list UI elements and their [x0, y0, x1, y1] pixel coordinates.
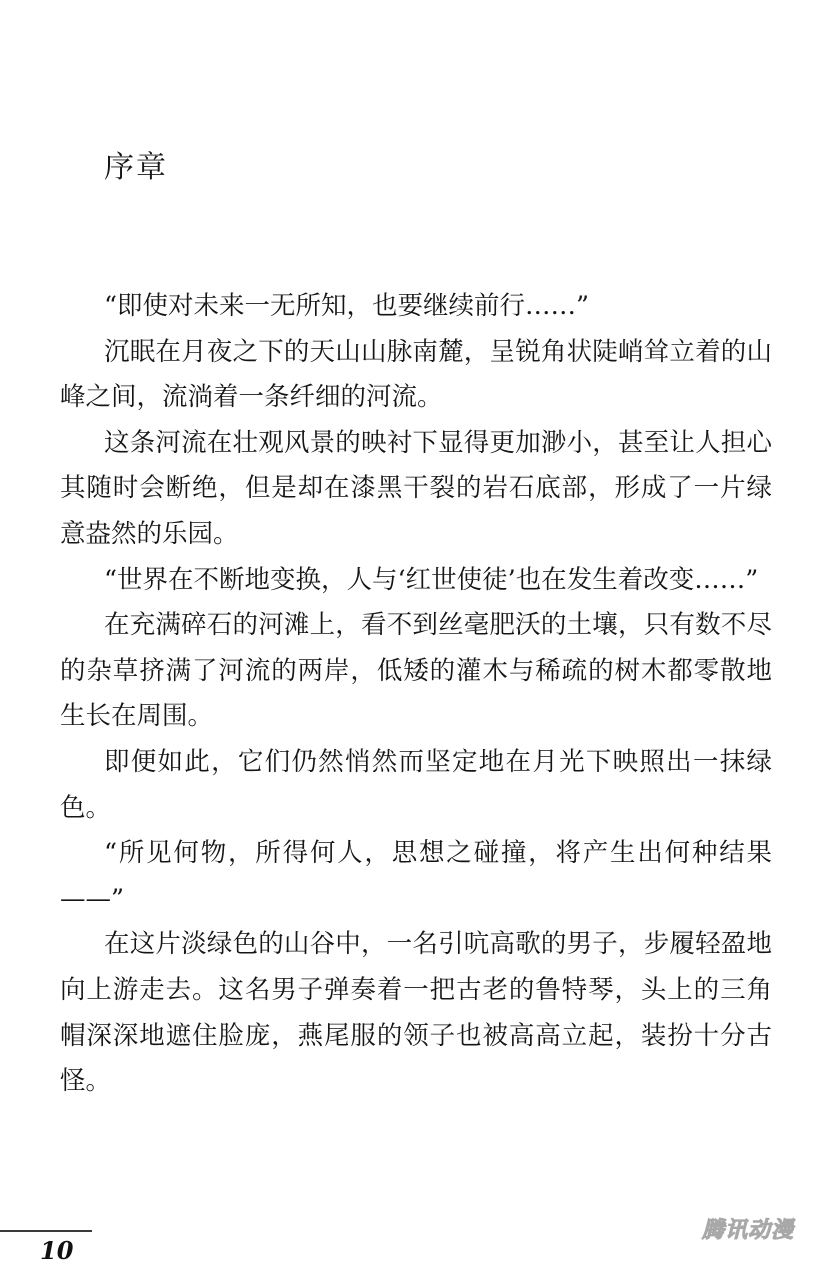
paragraph: 在这片淡绿色的山谷中，一名引吭高歌的男子，步履轻盈地向上游走去。这名男子弹奏着一把古老的鲁特琴，头上的三角帽深深地遮住脸庞，燕尾服的领子也被高高立起，装扮十分古怪。 [60, 929, 772, 1097]
chapter-title: 序章 [104, 150, 168, 185]
paragraph: 即便如此，它们仍然悄然而坚定地在月光下映照出一抹绿色。 [60, 746, 772, 823]
page-number: 10 [40, 1236, 74, 1265]
paragraph: 沉眠在月夜之下的天山山脉南麓，呈锐角状陡峭耸立着的山峰之间，流淌着一条纤细的河流。 [60, 336, 772, 413]
paragraph: “即使对未来一无所知，也要继续前行……” [104, 291, 590, 321]
paragraph: “所见何物，所得何人，思想之碰撞，将产生出何种结果——” [60, 838, 772, 914]
body-text [60, 284, 772, 1105]
paragraph: “世界在不断地变换，人与‘红世使徒’也在发生着改变……” [104, 564, 759, 595]
watermark-logo: 腾讯动漫 [701, 1218, 794, 1243]
paragraph: 这条河流在壮观风景的映衬下显得更加渺小，甚至让人担心其随时会断绝，但是却在漆黑干裂的岩石底部，形成了一片绿意盎然的乐园。 [60, 427, 772, 549]
footer-rule [0, 1230, 92, 1232]
paragraph: 在充满碎石的河滩上，看不到丝毫肥沃的土壤，只有数不尽的杂草挤满了河流的两岸，低矮的灌木与稀疏的树木都零散地生长在周围。 [60, 610, 772, 732]
